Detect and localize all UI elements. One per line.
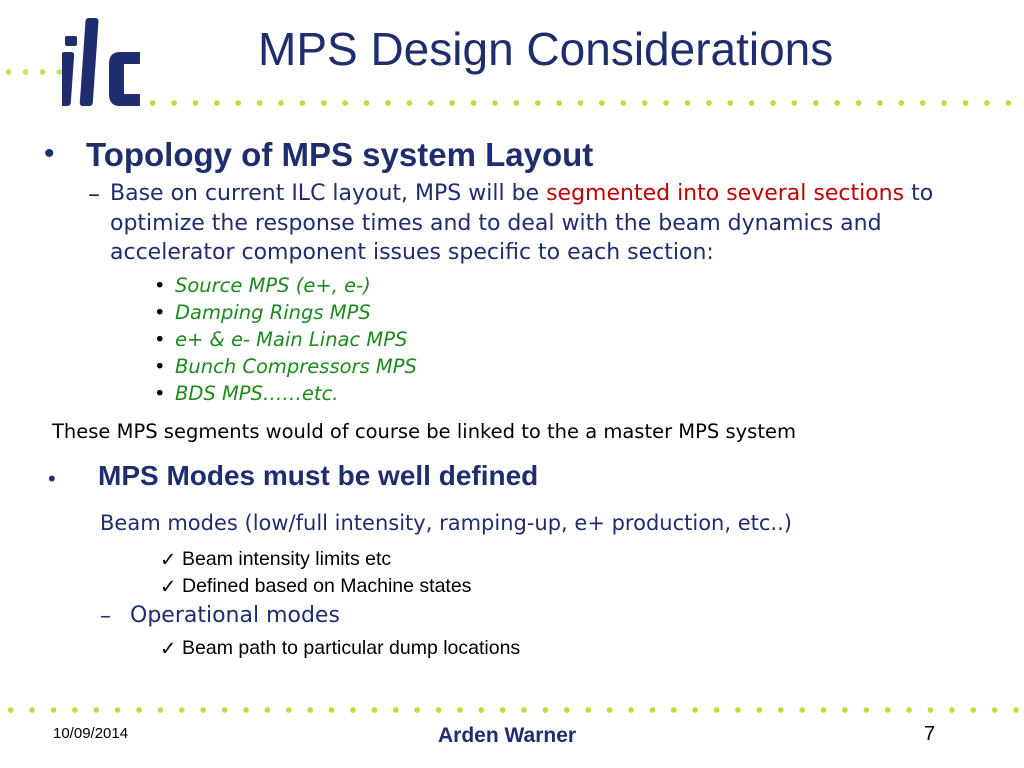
dotted-divider-top <box>142 99 1024 107</box>
bullet-icon: • <box>154 328 166 351</box>
list-item-text: Damping Rings MPS <box>175 301 371 324</box>
list-item-text: BDS MPS……etc. <box>175 382 339 405</box>
page-number: 7 <box>924 723 936 745</box>
check-item-text: Beam intensity limits etc <box>182 548 392 570</box>
dash-marker: – <box>100 604 111 629</box>
dash-marker: – <box>88 180 100 208</box>
slide-title: MPS Design Considerations <box>258 23 834 75</box>
checkmark-icon: ✓ <box>160 576 177 598</box>
footer-date: 10/09/2014 <box>53 725 129 742</box>
check-item-text: Beam path to particular dump locations <box>182 637 521 659</box>
bullet-icon: • <box>154 274 166 297</box>
dotted-divider-top-left <box>0 68 62 76</box>
checkmark-icon: ✓ <box>160 549 177 571</box>
ilc-logo <box>62 14 142 110</box>
list-item-text: Source MPS (e+, e-) <box>175 274 371 297</box>
linked-segments-note: These MPS segments would of course be linked to the a master MPS system <box>52 420 796 443</box>
dotted-divider-bottom <box>0 706 1024 714</box>
list-item-text: Bunch Compressors MPS <box>175 355 417 378</box>
description-text: Base on current ILC layout, MPS will be <box>110 181 547 206</box>
bullet-icon: • <box>154 301 166 324</box>
bullet-icon: • <box>154 382 166 405</box>
operational-modes-text: Operational modes <box>130 603 340 628</box>
checkmark-icon: ✓ <box>160 638 177 660</box>
modes-heading: MPS Modes must be well defined <box>98 460 539 491</box>
bullet-marker: • <box>44 137 55 170</box>
topology-description <box>110 179 990 268</box>
bullet-icon: • <box>154 355 166 378</box>
check-item-text: Defined based on Machine states <box>182 575 472 597</box>
list-item-text: e+ & e- Main Linac MPS <box>175 328 408 351</box>
bullet-marker: • <box>48 466 56 491</box>
highlighted-text: segmented into several sections <box>546 181 905 206</box>
beam-modes-text: Beam modes (low/full intensity, ramping-up, e+ production, etc..) <box>100 511 792 535</box>
topology-heading: Topology of MPS system Layout <box>86 136 594 173</box>
footer-author: Arden Warner <box>438 724 577 747</box>
description-text-continued: to optimize the response times and to deal with the beam dynamics and accelerator component issues specific to each section: <box>110 181 934 265</box>
